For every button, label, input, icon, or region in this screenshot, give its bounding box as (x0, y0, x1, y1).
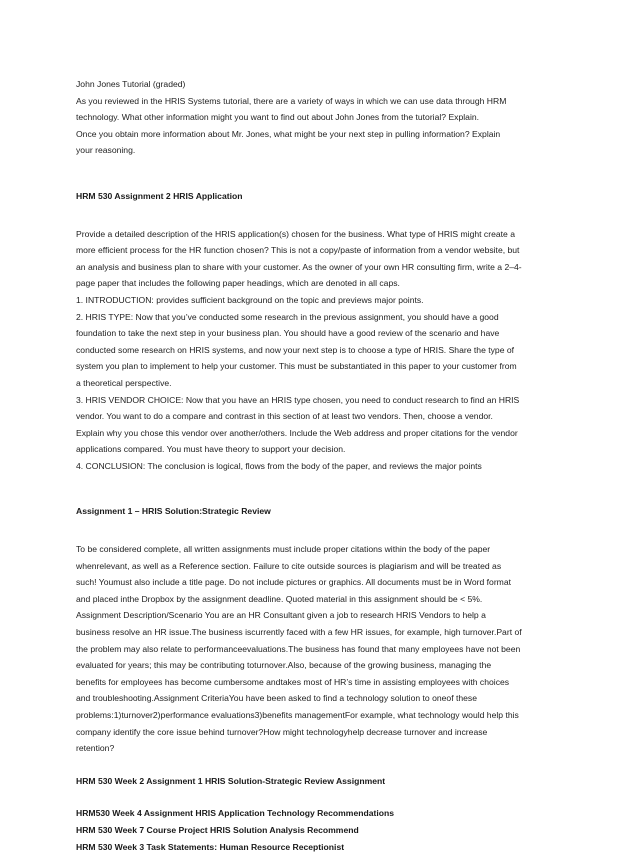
assignment2-text-line: page paper that includes the following paper headings, which are denoted in all caps. (76, 278, 400, 289)
assignment1-text-line: such! Youmust also include a title page. Do not include pictures or graphics. All documents must be in Word format (76, 577, 512, 588)
vendor-choice-item-line: Explain why you chose this vendor over another/others. Include the Web address and proper citations for the vendor (76, 427, 518, 438)
assignment1-text-line: business resolve an HR issue.The business iscurrently faced with a few HR issues, for example, high turnover.Part of (76, 627, 522, 638)
hris-type-item-line: conducted some research on HRIS systems, and now your next step is to choose a type of HRIS. Share the type of (76, 344, 515, 355)
related-assignments-list (76, 805, 576, 855)
assignment1-text-line: To be considered complete, all written assignments must include proper citations within the body of the paper (76, 544, 491, 555)
tutorial-title: John Jones Tutorial (graded) (76, 79, 186, 89)
assignment1-text-line: evaluated for years; this may be contributing toturnover.Also, because of the growing business, managing the (76, 660, 492, 671)
assignment2-text-line: an analysis and business plan to share with your customer. As the owner of your own HR consulting firm, write a 2–4- (76, 261, 522, 272)
assignment1-section (76, 503, 576, 756)
vendor-choice-item-line: vendor. You want to do a compare and contrast in this section of at least two vendors. Then, choose a vendor. (76, 411, 493, 422)
assignment1-text-line: and troubleshooting.Assignment CriteriaYou have been asked to find a technology solution to oneof these (76, 693, 477, 704)
conclusion-item: 4. CONCLUSION: The conclusion is logical, flows from the body of the paper, and reviews the major points (76, 460, 482, 471)
related-assignment-item: HRM 530 Week 3 Task Statements: Human Resource Receptionist (76, 841, 345, 852)
vendor-choice-item: 3. HRIS VENDOR CHOICE: Now that you have an HRIS type chosen, you need to conduct research to find an HRIS (76, 394, 520, 405)
assignment2-heading: HRM 530 Assignment 2 HRIS Application (76, 190, 243, 201)
assignment1-text-line: whenrelevant, as well as a Reference section. Failure to cite outside sources is plagiarism and will be treated as (76, 560, 502, 571)
week2-assignment-heading: HRM 530 Week 2 Assignment 1 HRIS Solution-Strategic Review Assignment (76, 775, 386, 786)
tutorial-text-line: your reasoning. (76, 145, 136, 156)
tutorial-text-line: As you reviewed in the HRIS Systems tutorial, there are a variety of ways in which we can use data through HRM (76, 95, 507, 106)
assignment1-text-line: company identify the core issue behind turnover?How might technologyhelp decrease turnover and increase (76, 726, 488, 737)
hris-type-item-line: a theoretical perspective. (76, 377, 172, 388)
assignment1-heading: Assignment 1 – HRIS Solution:Strategic Review (76, 506, 271, 517)
related-assignment-item: HRM 530 Week 7 Course Project HRIS Solution Analysis Recommend (76, 824, 359, 835)
related-assignment-item: HRM530 Week 4 Assignment HRIS Application Technology Recommendations (76, 808, 395, 819)
hris-type-item: 2. HRIS TYPE: Now that you’ve conducted some research in the previous assignment, you should have a good (76, 311, 499, 322)
assignment1-text-line: problems:1)turnover2)performance evaluations3)benefits managementFor example, what technology would help this (76, 710, 519, 720)
assignment1-text-line: retention? (76, 743, 115, 754)
document-page (76, 76, 576, 855)
introduction-item: 1. INTRODUCTION: provides sufficient background on the topic and previews major points. (76, 294, 424, 305)
vendor-choice-item-line: applications compared. You must have theory to support your decision. (76, 444, 346, 455)
hris-type-item-line: system you plan to implement to help your customer. This must be substantiated in this paper to your customer from (76, 361, 517, 372)
assignment1-text-line: Assignment Description/Scenario You are an HR Consultant given a job to research HRIS Vendors to help a (76, 610, 486, 621)
assignment1-text-line: and placed inthe Dropbox by the assignment deadline. Quoted material in this assignment should be < 5%. (76, 593, 483, 604)
assignment2-text-line: Provide a detailed description of the HRIS application(s) chosen for the business. What type of HRIS might create a (76, 228, 515, 239)
assignment2-text-line: more efficient process for the HR function chosen? This is not a copy/paste of information from a vendor website, but (76, 245, 520, 256)
tutorial-text-line: Once you obtain more information about Mr. Jones, what might be your next step in pulling information? Explain (76, 128, 501, 139)
tutorial-text-line: technology. What other information might you want to find out about John Jones from the tutorial? Explain. (76, 112, 480, 123)
hris-type-item-line: foundation to take the next step in your business plan. You should have a good review of the scenario and have (76, 328, 500, 339)
assignment2-section (76, 188, 576, 475)
assignment1-text-line: the problem may also relate to performanceevaluations.The business has found that many employees have not been (76, 643, 521, 654)
tutorial-question-block (76, 76, 576, 159)
assignment1-text-line: benefits for employees has become cumbersome andtakes most of HR’s time in assisting employees with choices (76, 676, 510, 687)
